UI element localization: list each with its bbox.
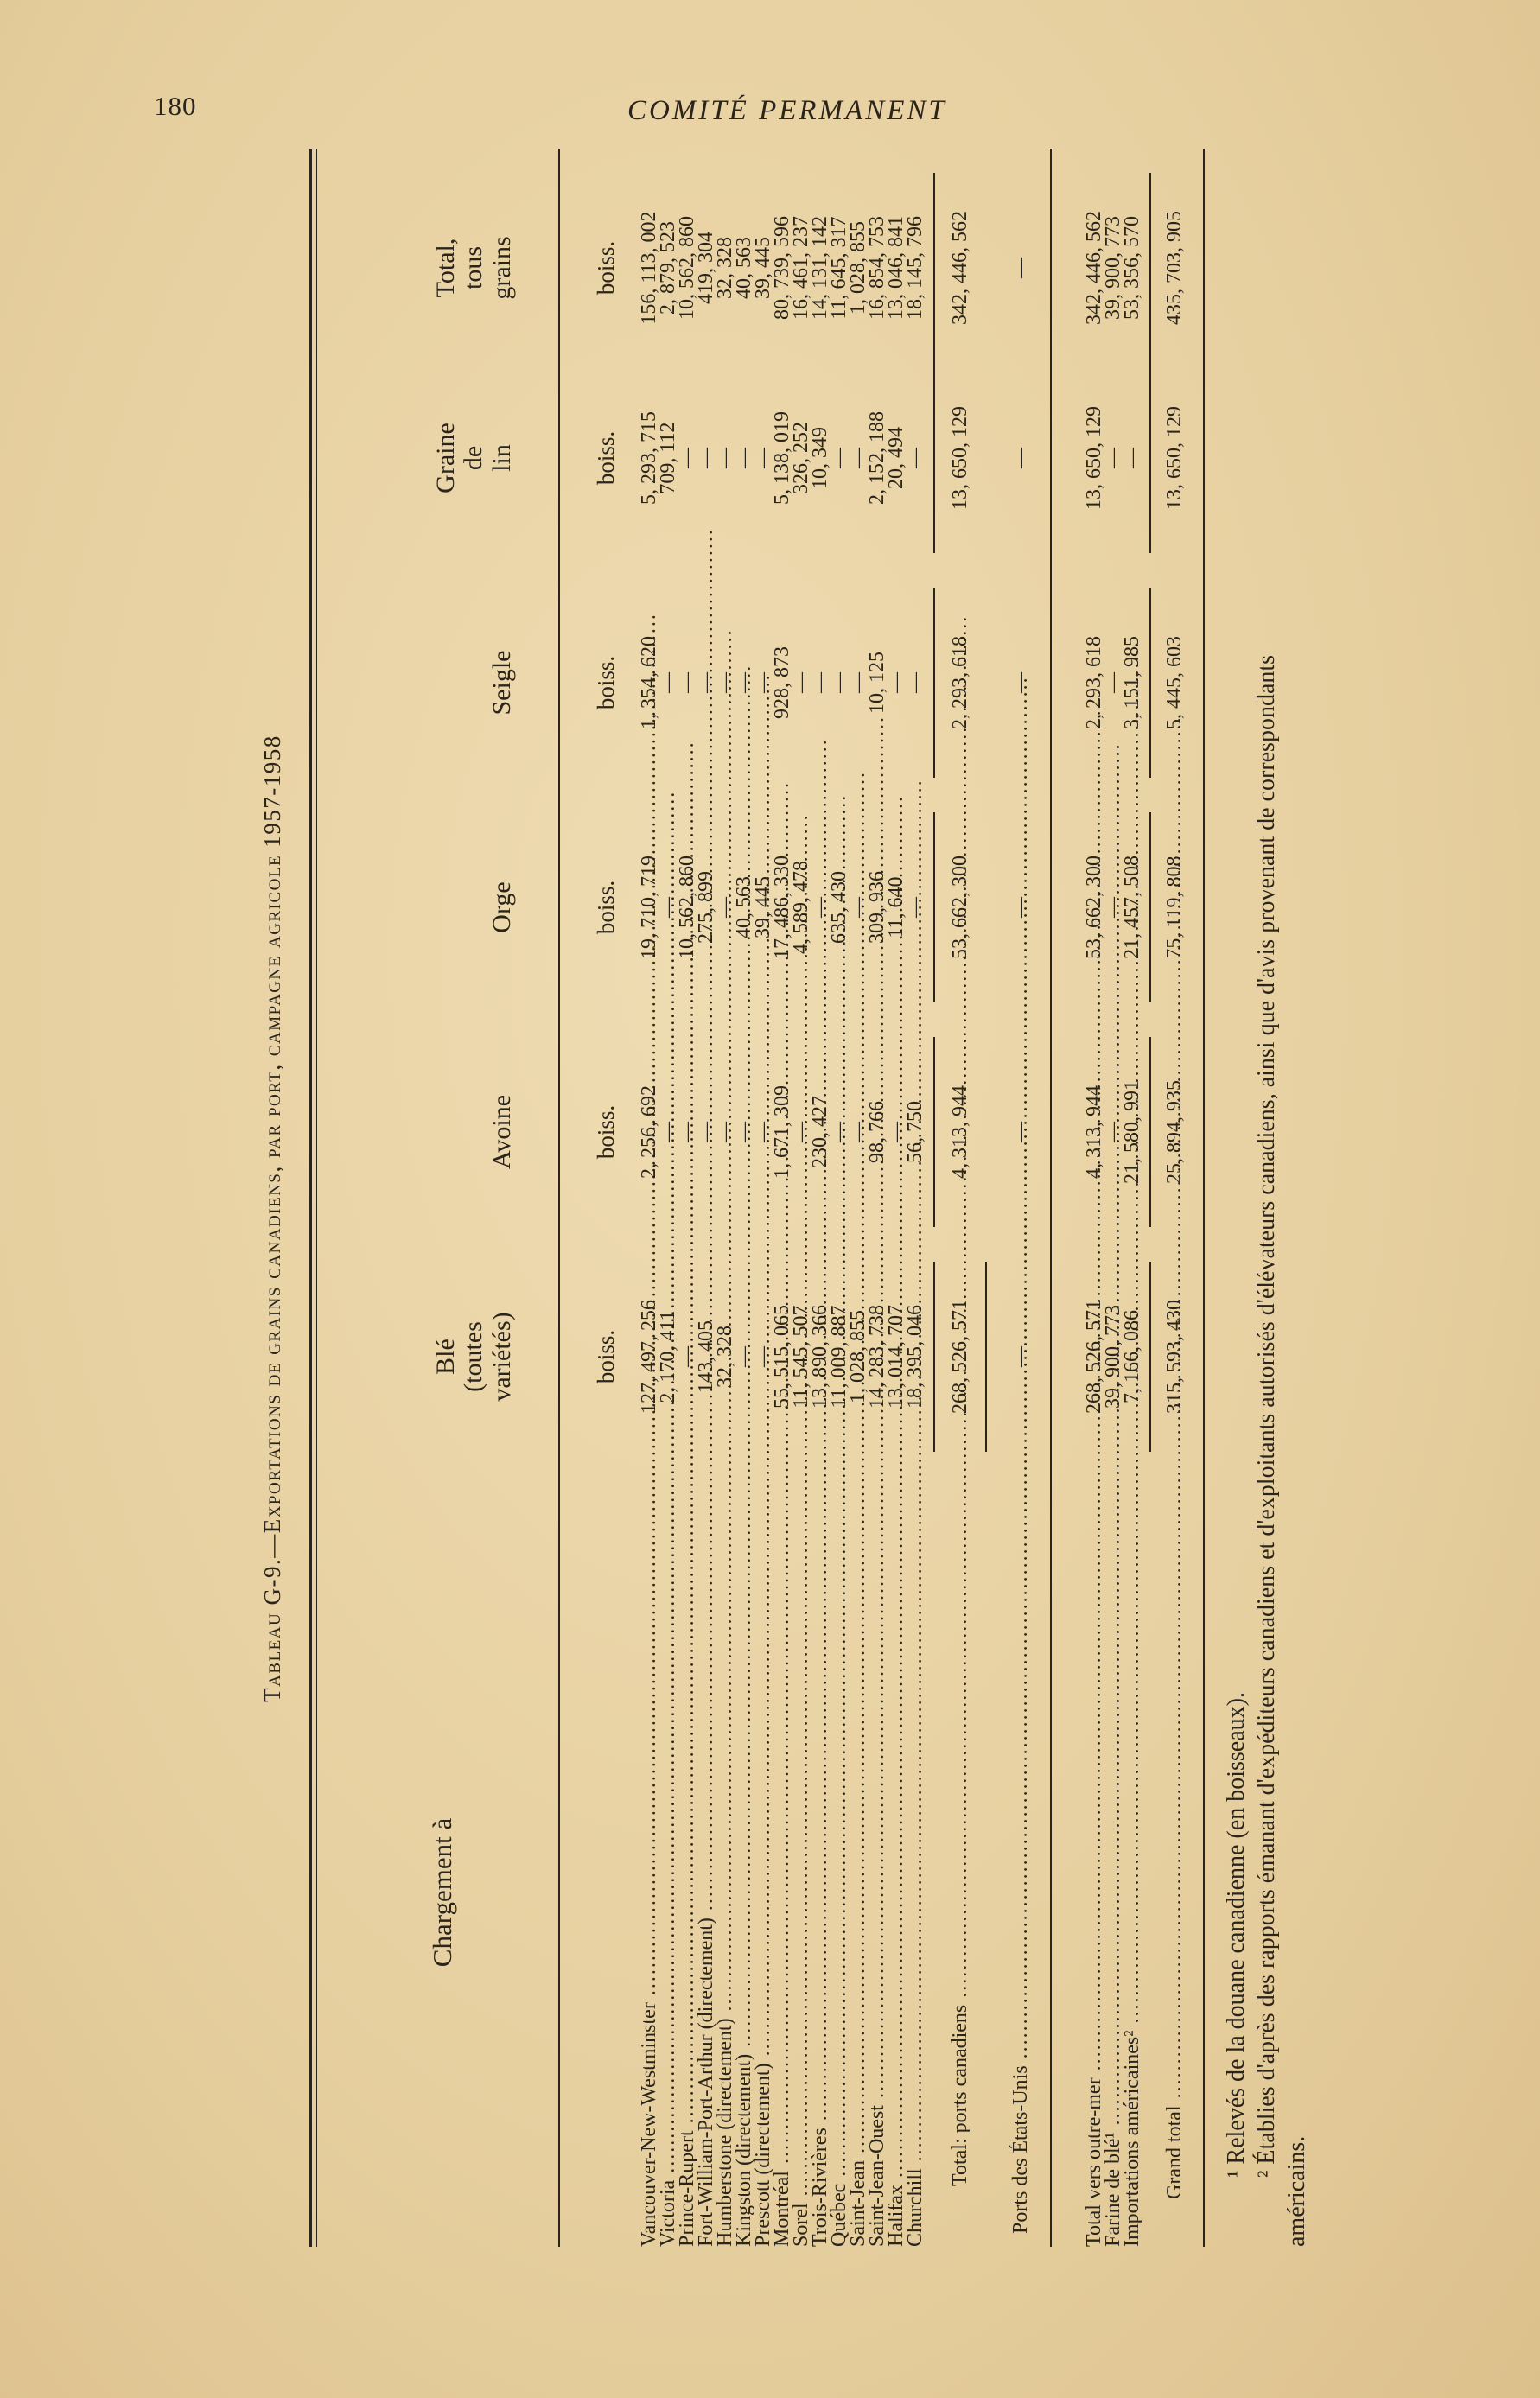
table-row (678, 156, 697, 2281)
table-row (716, 156, 735, 2281)
table-row (849, 156, 868, 2281)
row-ble: 13, 890, 366 (809, 1305, 831, 1409)
row-avoine: — (847, 1122, 869, 1142)
row-ble: 13, 014, 707 (885, 1305, 907, 1409)
row-avoine: 1, 671, 309 (771, 1085, 793, 1179)
row-orge: — (657, 897, 679, 918)
row-ble: — (733, 1346, 755, 1367)
sum-line-avoine (933, 1037, 935, 1227)
table-row (811, 156, 830, 2281)
row-ble: 18, 395, 046 (904, 1305, 926, 1409)
gsum-line-total (1149, 173, 1151, 363)
row-total: 342, 446, 562 (1083, 211, 1105, 325)
footnote-2: ² Établies d'après des rapports émanant d'expéditeurs canadiens et d'exploitants autorisés d'élévateurs canadiens, ainsi que d'avis provenant de correspondants (1253, 654, 1280, 2178)
gsum-line-ble (1149, 1262, 1151, 1452)
row-total: 419, 304 (695, 232, 717, 304)
top-rule-thin (316, 149, 317, 2247)
row-lin: — (676, 448, 698, 468)
row-lin: — (1121, 448, 1143, 468)
row-seigle: — (828, 672, 850, 693)
row-port: Trois-Rivières ..... (811, 1495, 830, 2247)
row-lin: 13, 650, 129 (1083, 406, 1105, 510)
row-ble: 55, 515, 065 (771, 1305, 793, 1409)
row-ble: 268, 526, 571 (949, 1300, 971, 1414)
row-orge: 40, 563 (733, 876, 755, 938)
table-row (754, 156, 773, 2281)
row-avoine: 25, 894, 935 (1163, 1080, 1186, 1184)
row-lin: — (847, 448, 869, 468)
row-ble: 268, 526, 571 (1083, 1300, 1105, 1414)
header-rule (558, 149, 560, 2247)
header-lin-line1: Graine (431, 423, 460, 493)
row-port: Ports des États-Unis ..... (1011, 1482, 1030, 2234)
row-orge: 53, 662, 300 (1083, 856, 1105, 959)
row-avoine: — (828, 1122, 850, 1142)
sum-line-seigle (933, 588, 935, 778)
row-ble: 315, 593, 430 (1163, 1300, 1186, 1414)
row-port: Prince-Rupert ..... (678, 1495, 697, 2247)
row-ble: 14, 283, 738 (866, 1305, 888, 1409)
row-ble: 11, 545, 507 (790, 1305, 812, 1409)
header-ble (432, 1244, 516, 1469)
row-total: 16, 854, 753 (866, 216, 888, 320)
row-ble: 39, 900, 773 (1102, 1305, 1124, 1409)
row-avoine: — (676, 1122, 698, 1142)
row-total: 16, 461, 237 (790, 216, 812, 320)
table-row (887, 156, 906, 2281)
row-orge: 309, 936 (866, 871, 888, 944)
row-avoine: — (714, 1122, 736, 1142)
header-ble-line2: (toutes (459, 1321, 488, 1392)
row-port: Fort-William-Port-Arthur (directement) ..... (697, 1495, 716, 2247)
row-seigle: 928, 873 (771, 646, 793, 719)
row-lin: — (904, 448, 926, 468)
row-port: Halifax ..... (887, 1495, 906, 2247)
us-ports-row (1011, 156, 1030, 2281)
row-ble: 127, 497, 256 (638, 1300, 660, 1414)
table-row (697, 156, 716, 2281)
row-seigle: 2, 293, 618 (949, 636, 971, 729)
header-ble-line1: Blé (431, 1339, 460, 1375)
row-seigle: — (752, 672, 774, 693)
running-head: COMITÉ PERMANENT (627, 95, 947, 126)
table-row (735, 156, 754, 2281)
row-ble: 143, 405 (695, 1320, 717, 1393)
row-lin: — (714, 448, 736, 468)
table-row (868, 156, 887, 2281)
row-seigle: — (733, 672, 755, 693)
mid-rule (1050, 149, 1052, 2247)
rotated-table-block (259, 156, 1348, 2281)
row-lin: — (695, 448, 717, 468)
page-number: 180 (154, 91, 197, 121)
gsum-line-seigle (1149, 588, 1151, 778)
row-avoine: 4, 313, 944 (949, 1085, 971, 1179)
row-avoine: — (885, 1122, 907, 1142)
row-ble: — (1009, 1346, 1032, 1367)
row-lin: — (733, 448, 755, 468)
row-orge: 75, 119, 808 (1163, 856, 1186, 959)
row-port: Kingston (directement) ..... (735, 1495, 754, 2247)
row-seigle: 5, 445, 603 (1163, 636, 1186, 729)
row-avoine: 230, 427 (809, 1096, 831, 1168)
row-avoine: — (657, 1122, 679, 1142)
row-avoine: 56, 750 (904, 1101, 926, 1163)
row-orge: — (714, 897, 736, 918)
header-ble-line3: variétés) (487, 1312, 516, 1402)
row-avoine: 21, 580, 991 (1121, 1080, 1143, 1184)
row-total: 435, 703, 905 (1163, 211, 1186, 325)
header-total-line1: Total, (431, 238, 460, 298)
gsum-line-avoine (1149, 1037, 1151, 1227)
sum-line-ble (933, 1262, 935, 1452)
summary-row (1123, 156, 1142, 2281)
row-port: Churchill ..... (906, 1495, 925, 2247)
header-seigle: Seigle (487, 650, 516, 716)
row-seigle: — (904, 672, 926, 693)
row-lin: 2, 152, 188 (866, 411, 888, 505)
row-lin: 13, 650, 129 (949, 406, 971, 510)
row-seigle: — (809, 672, 831, 693)
row-lin: — (1009, 448, 1032, 468)
row-avoine: — (790, 1122, 812, 1142)
header-avoine: Avoine (487, 1094, 516, 1170)
table-row (640, 156, 659, 2281)
row-total: 2, 879, 523 (657, 221, 679, 315)
table-row (773, 156, 792, 2281)
row-port: Québec ..... (830, 1495, 849, 2247)
row-total: 11, 645, 317 (828, 216, 850, 320)
row-total: 14, 131, 142 (809, 216, 831, 320)
bottom-rule (1203, 149, 1205, 2247)
row-lin: — (828, 448, 850, 468)
row-seigle: 10, 125 (866, 652, 888, 714)
row-orge: 10, 562, 860 (676, 856, 698, 959)
row-ble: 1, 028, 855 (847, 1310, 869, 1403)
row-lin: 5, 138, 019 (771, 411, 793, 505)
row-total: 53, 356, 570 (1121, 216, 1143, 320)
row-seigle: — (676, 672, 698, 693)
row-orge: — (1102, 897, 1124, 918)
gsum-line-orge (1149, 812, 1151, 1002)
row-ble: — (752, 1346, 774, 1367)
row-avoine: 2, 256, 692 (638, 1085, 660, 1179)
row-total: 13, 046, 841 (885, 216, 907, 320)
row-seigle: — (657, 672, 679, 693)
row-port: Vancouver-New-Westminster ..... (640, 1495, 659, 2247)
row-ble: 11, 009, 887 (828, 1305, 850, 1409)
row-orge: 4, 589, 478 (790, 861, 812, 954)
row-port: Farine de blé¹ ..... (1104, 1495, 1123, 2247)
summary-row (1085, 156, 1104, 2281)
row-orge: — (1009, 897, 1032, 918)
row-ble: 7, 166, 086 (1121, 1310, 1143, 1403)
row-port: Importations américaines² ..... (1123, 1495, 1142, 2247)
row-seigle: 3, 151, 985 (1121, 636, 1143, 729)
table-row (659, 156, 678, 2281)
header-total (432, 156, 516, 380)
table-title: Tableau G-9.—Exportations de grains canadiens, par port, campagne agricole 1957-1958 (259, 735, 285, 1702)
row-lin: 13, 650, 129 (1163, 406, 1186, 510)
row-avoine: — (733, 1122, 755, 1142)
row-total: 1, 028, 855 (847, 221, 869, 315)
row-total: 18, 145, 796 (904, 216, 926, 320)
row-orge: 19, 710, 719 (638, 856, 660, 959)
header-total-line3: grains (487, 236, 516, 300)
row-seigle: — (847, 672, 869, 693)
unit-seigle: boiss. (593, 655, 619, 710)
row-avoine: — (695, 1122, 717, 1142)
row-port: Saint-Jean-Ouest ..... (868, 1495, 887, 2247)
sum-line-total (933, 173, 935, 363)
units-row (593, 156, 622, 2281)
sum-line-lin (933, 363, 935, 553)
table-row (906, 156, 925, 2281)
row-avoine: — (1009, 1122, 1032, 1142)
row-total: 39, 445 (752, 237, 774, 299)
gsum-line-lin (1149, 363, 1151, 553)
row-avoine: — (752, 1122, 774, 1142)
row-avoine: 4, 313, 944 (1083, 1085, 1105, 1179)
row-port: Humberstone (directement) ..... (716, 1495, 735, 2247)
row-lin: — (752, 448, 774, 468)
row-seigle: — (695, 672, 717, 693)
row-orge: 39, 445 (752, 876, 774, 938)
header-total-line2: tous (459, 246, 488, 290)
row-seigle: — (1009, 672, 1032, 693)
row-seigle: — (1102, 672, 1124, 693)
row-orge: 21, 457, 508 (1121, 856, 1143, 959)
row-orge: — (904, 897, 926, 918)
row-orge: — (809, 897, 831, 918)
row-port: Saint-Jean ..... (849, 1495, 868, 2247)
row-orge: 53, 662, 300 (949, 856, 971, 959)
sum-line-orge (933, 812, 935, 1002)
unit-lin: boiss. (593, 430, 619, 486)
row-ble: — (676, 1346, 698, 1367)
row-lin: 326, 252 (790, 422, 812, 494)
header-lin-line3: lin (487, 444, 516, 472)
row-lin: 20, 494 (885, 427, 907, 489)
row-seigle: 2, 293, 618 (1083, 636, 1105, 729)
row-orge: 635, 430 (828, 871, 850, 944)
row-port: Total: ports canadiens ..... (951, 1495, 970, 2247)
footnote-2-cont: américains. (1283, 2135, 1310, 2247)
row-total: 10, 562, 860 (676, 216, 698, 320)
row-lin: 10, 349 (809, 427, 831, 489)
header-orge: Orge (487, 881, 516, 933)
unit-ble: boiss. (593, 1329, 619, 1384)
row-port: Prescott (directement) ..... (754, 1495, 773, 2247)
row-seigle: — (885, 672, 907, 693)
table-row (830, 156, 849, 2281)
row-port: Grand total ..... (1165, 1495, 1184, 2247)
header-port: Chargement à (427, 1817, 457, 1968)
table-row (792, 156, 811, 2281)
row-total: 156, 113, 002 (638, 211, 660, 325)
row-orge: 11, 640 (885, 876, 907, 938)
row-lin: 709, 112 (657, 422, 679, 494)
row-orge: 275, 899 (695, 871, 717, 944)
row-ble: 32, 328 (714, 1326, 736, 1388)
row-port: Montréal ..... (773, 1495, 792, 2247)
header-lin-line2: de (459, 445, 488, 471)
row-total: — (1009, 258, 1032, 278)
row-seigle: — (790, 672, 812, 693)
row-port: Total vers outre-mer ..... (1085, 1495, 1104, 2247)
row-total: 39, 900, 773 (1102, 216, 1124, 320)
footnote-1: ¹ Relevés de la douane canadienne (en boisseaux). (1223, 1692, 1250, 2178)
row-seigle: — (714, 672, 736, 693)
unit-total: boiss. (593, 240, 619, 296)
unit-orge: boiss. (593, 880, 619, 935)
total-canadian-row (951, 156, 970, 2281)
row-port: Victoria ..... (659, 1495, 678, 2247)
row-lin: — (1102, 448, 1124, 468)
row-lin: 5, 293, 715 (638, 411, 660, 505)
summary-row (1104, 156, 1123, 2281)
row-seigle: 1, 354, 620 (638, 636, 660, 729)
row-avoine: 98, 766 (866, 1101, 888, 1163)
row-total: 40, 563 (733, 237, 755, 299)
row-ble: 2, 170, 411 (657, 1310, 679, 1403)
row-total: 342, 446, 562 (949, 211, 971, 325)
row-port: Sorel ..... (792, 1495, 811, 2247)
unit-avoine: boiss. (593, 1104, 619, 1160)
grand-total-row (1165, 156, 1184, 2281)
row-orge: — (847, 897, 869, 918)
row-total: 80, 739, 596 (771, 216, 793, 320)
row-avoine: — (1102, 1122, 1124, 1142)
under-line-ble (985, 1262, 987, 1452)
row-orge: 17, 486, 330 (771, 856, 793, 959)
row-total: 32, 328 (714, 237, 736, 299)
top-rule-thick (309, 149, 312, 2247)
